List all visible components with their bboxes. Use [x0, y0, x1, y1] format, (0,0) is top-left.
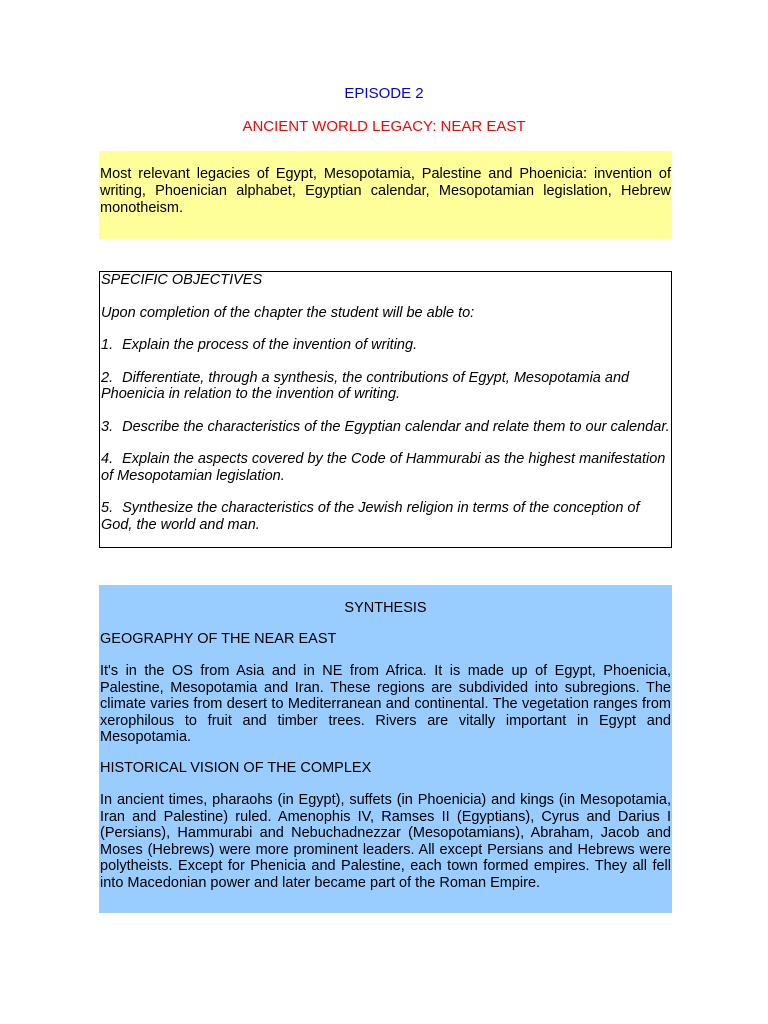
objectives-intro: Upon completion of the chapter the student will be able to:: [101, 304, 475, 321]
geography-paragraph: It's in the OS from Asia and in NE from Africa. It is made up of Egypt, Phoenicia, Palestine, Mesopotamia and Iran. These regions are subdivided into subregions. The climate varies from desert to Mediterranean and continental. The vegetation ranges from xerophilous to fruit and timber trees. Rivers are vitally important in Egypt and Mesopotamia.: [100, 663, 671, 745]
objective-item: [101, 500, 670, 533]
synthesis-box: [99, 585, 672, 913]
objective-number: 4.: [101, 451, 114, 467]
objective-text: Explain the aspects covered by the Code of Hammurabi as the highest manifestation of Mesopotamian legislation.: [101, 451, 666, 484]
objective-item: [101, 337, 670, 354]
objective-text: Differentiate, through a synthesis, the contributions of Egypt, Mesopotamia and Phoenicia in relation to the invention of writing.: [101, 369, 630, 402]
objective-number: 5.: [101, 500, 114, 516]
specific-objectives-box: [99, 271, 672, 548]
objective-number: 3.: [101, 418, 114, 435]
objective-item: [101, 370, 670, 403]
synthesis-title: SYNTHESIS: [344, 600, 427, 616]
objective-number: 1.: [101, 337, 114, 353]
legacies-summary-box: [99, 151, 672, 239]
objective-number: 2.: [101, 369, 114, 386]
objective-item: [101, 419, 670, 436]
objectives-heading: SPECIFIC OBJECTIVES: [101, 272, 263, 288]
objective-text: Describe the characteristics of the Egyptian calendar and relate them to our calendar.: [122, 418, 670, 435]
objective-text: Explain the process of the invention of writing.: [122, 337, 418, 353]
objective-text: Synthesize the characteristics of the Jewish religion in terms of the conception of God, the world and man.: [101, 500, 640, 533]
legacies-summary-text: Most relevant legacies of Egypt, Mesopotamia, Palestine and Phoenicia: invention of writing, Phoenician alphabet, Egyptian calendar, Mesopotamian legislation, Hebrew monotheism.: [100, 166, 671, 216]
history-paragraph: In ancient times, pharaohs (in Egypt), suffets (in Phoenicia) and kings (in Mesopotamia, Iran and Palestine) ruled. Amenophis IV, Ramses II (Egyptians), Cyrus and Darius I (Persians), Hammurabi and Nebuchadnezzar (Mesopotamians), Abraham, Jacob and Moses (Hebrews) were more prominent leaders. All except Persians and Hebrews were polytheists. Except for Phenicia and Palestine, each town formed empires. They all fell into Macedonian power and later became part of the Roman Empire.: [100, 792, 671, 891]
episode-label: EPISODE 2: [344, 85, 424, 102]
objective-item: [101, 451, 670, 484]
history-heading: HISTORICAL VISION OF THE COMPLEX: [100, 759, 372, 776]
geography-heading: GEOGRAPHY OF THE NEAR EAST: [100, 630, 337, 647]
chapter-title: ANCIENT WORLD LEGACY: NEAR EAST: [242, 118, 526, 135]
